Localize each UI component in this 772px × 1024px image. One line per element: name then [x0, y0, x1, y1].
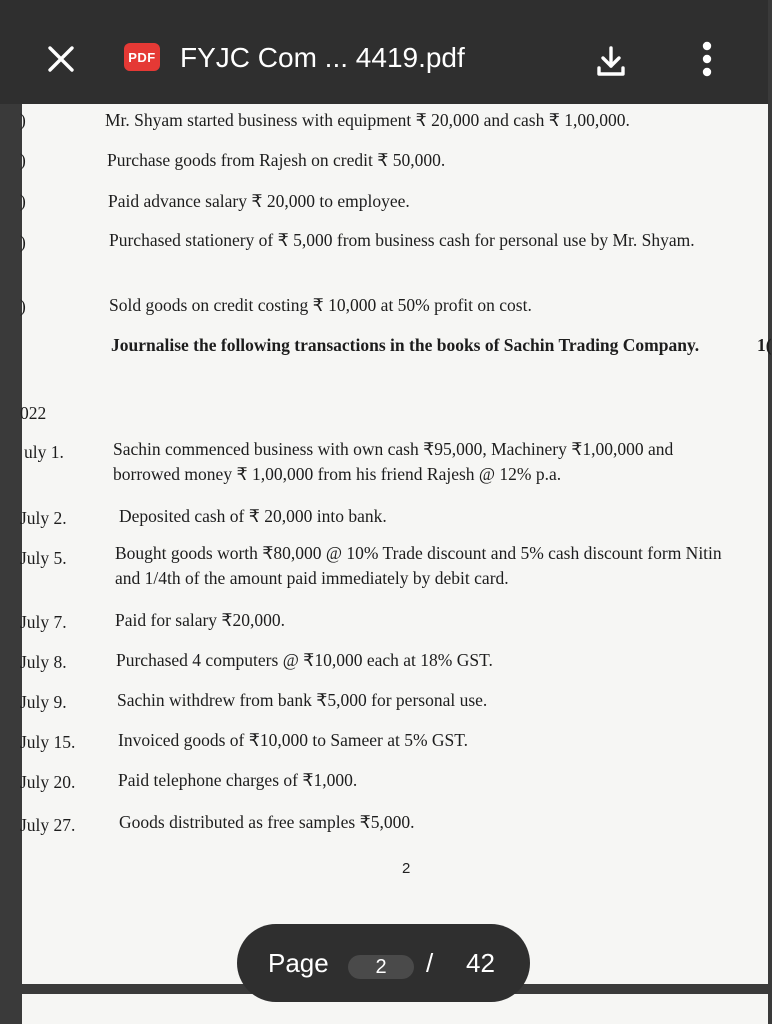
close-icon [46, 44, 76, 74]
item-marker: ) [20, 110, 26, 130]
more-options-button[interactable] [684, 36, 730, 82]
transaction-text: Purchased 4 computers @ ₹10,000 each at 18% GST. [116, 650, 493, 670]
transaction-text: Paid telephone charges of ₹1,000. [118, 770, 358, 790]
pdf-file-badge: PDF [124, 43, 160, 71]
transaction-text: Deposited cash of ₹ 20,000 into bank. [119, 506, 387, 526]
transaction-date: July 9. [20, 692, 67, 712]
item-marker: ) [20, 296, 26, 316]
page-separator: / [426, 948, 434, 978]
item-marker: ) [20, 150, 26, 170]
transaction-date: July 15. [20, 732, 76, 752]
page-label: Page [268, 948, 329, 978]
transaction-text: Sachin commenced business with own cash ₹95,000, Machinery ₹1,00,000 and borrowed money ₹ 1,00,000 from his friend Rajesh @ 12% p.a. [113, 439, 674, 484]
top-toolbar [0, 0, 768, 104]
item-text: Sold goods on credit costing ₹ 10,000 at 50% profit on cost. [109, 295, 532, 315]
total-pages: 42 [466, 948, 495, 978]
more-vertical-icon [701, 41, 713, 77]
transaction-date: July 2. [20, 508, 67, 528]
transaction-text: Paid for salary ₹20,000. [115, 610, 286, 630]
item-text: Purchase goods from Rajesh on credit ₹ 50,000. [107, 150, 446, 170]
item-marker: ) [20, 232, 26, 252]
transaction-date: July 8. [20, 652, 67, 672]
transaction-text: Bought goods worth ₹80,000 @ 10% Trade discount and 5% cash discount form Nitin and 1/4th of the amount paid immediately by debit card. [115, 543, 722, 588]
item-text: Paid advance salary ₹ 20,000 to employee. [108, 191, 410, 211]
transaction-date: July 20. [20, 772, 76, 792]
item-text: Purchased stationery of ₹ 5,000 from business cash for personal use by Mr. Shyam. [109, 230, 695, 250]
transaction-date: July 5. [20, 548, 67, 568]
question-heading: Journalise the following transactions in the books of Sachin Trading Company. [111, 335, 700, 355]
pdf-page[interactable] [20, 104, 772, 984]
year-label: 022 [20, 403, 47, 423]
close-button[interactable] [38, 36, 84, 82]
item-text: Mr. Shyam started business with equipment ₹ 20,000 and cash ₹ 1,00,000. [105, 110, 630, 130]
transaction-text: Sachin withdrew from bank ₹5,000 for personal use. [117, 690, 488, 710]
marks-fragment: 1( [757, 335, 772, 355]
transaction-date: July 27. [20, 815, 76, 835]
page-number-footer: 2 [402, 860, 411, 877]
item-marker: ) [20, 191, 26, 211]
download-icon [593, 43, 629, 79]
transaction-text: Goods distributed as free samples ₹5,000. [119, 812, 415, 832]
page-indicator [237, 924, 530, 1002]
current-page-input[interactable]: 2 [348, 955, 414, 979]
document-title: FYJC Com ... 4419.pdf [180, 42, 465, 73]
transaction-date: uly 1. [24, 442, 64, 462]
transaction-date: July 7. [20, 612, 67, 632]
download-button[interactable] [588, 38, 634, 84]
transaction-text: Invoiced goods of ₹10,000 to Sameer at 5% GST. [118, 730, 469, 750]
